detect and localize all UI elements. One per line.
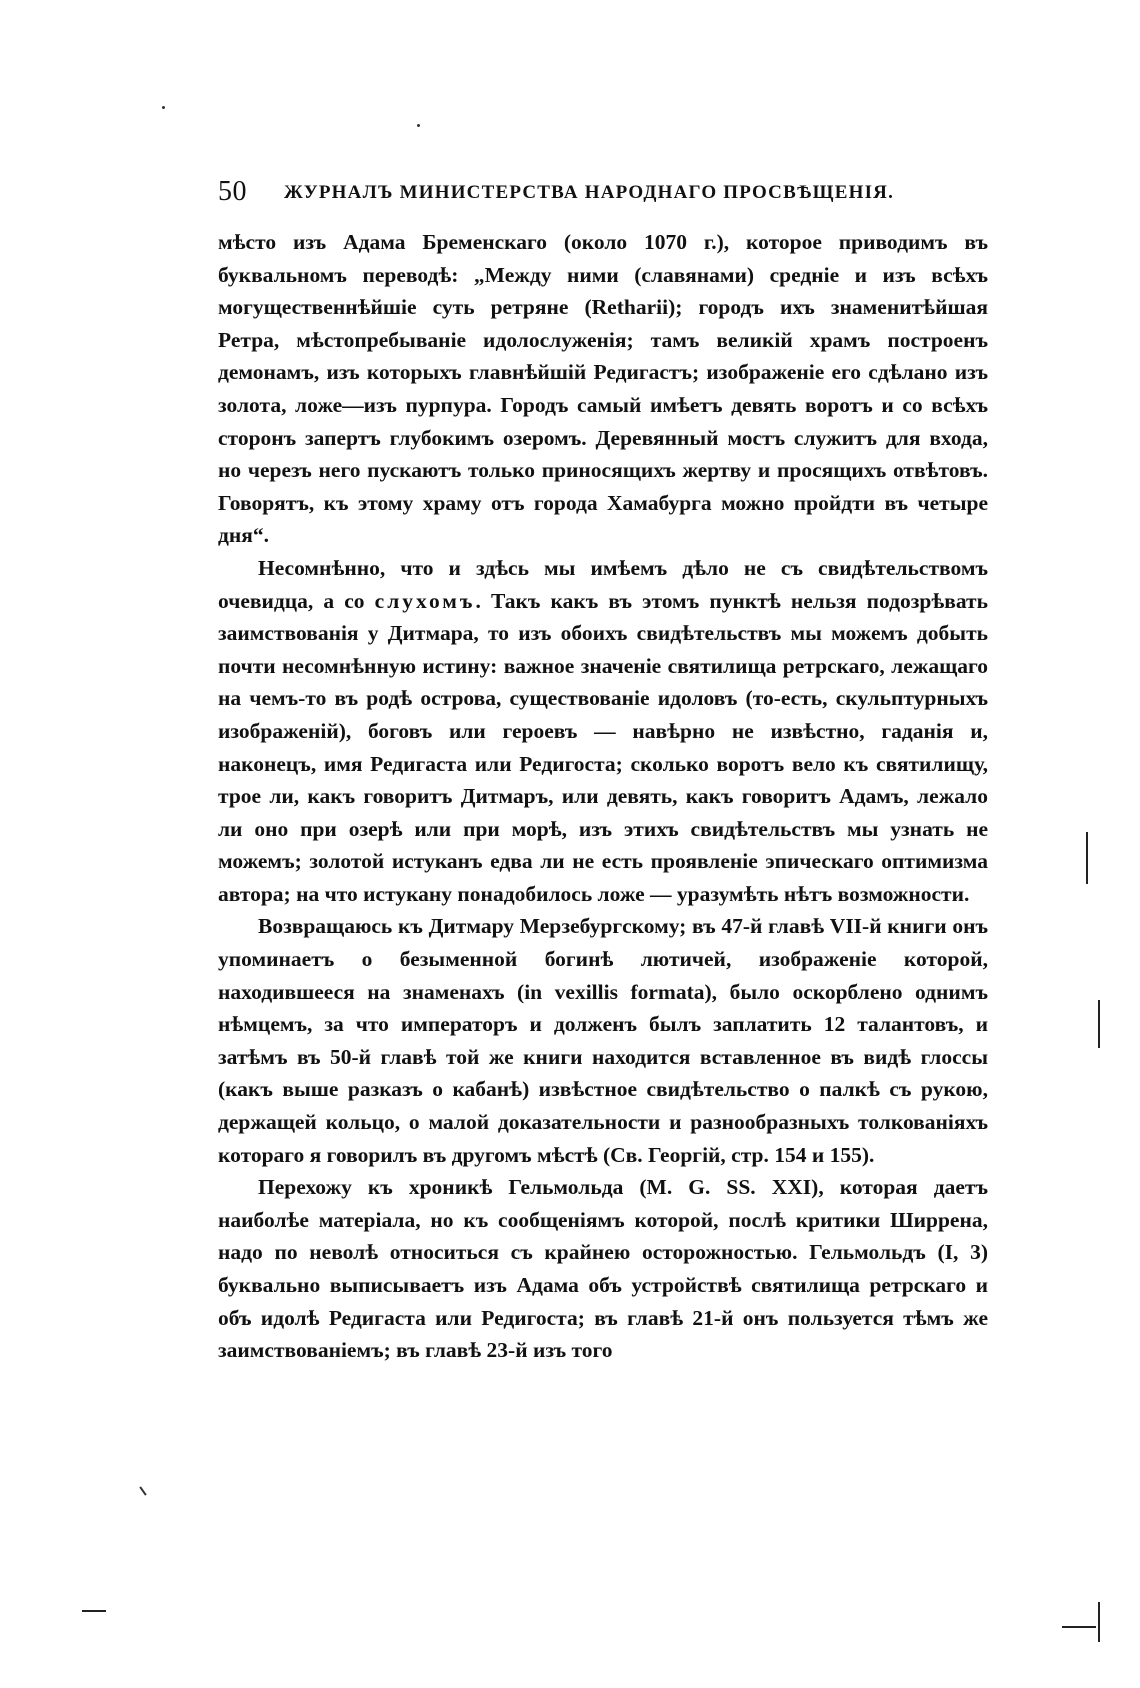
paragraph-2 xyxy=(218,552,988,911)
scan-margin-mark xyxy=(1098,1602,1100,1642)
scan-margin-mark xyxy=(82,1610,106,1612)
paragraph-2-text-before: Несомнѣнно, что и здѣсь мы имѣемъ дѣло не съ свидѣтельствомъ очевидца, а со xyxy=(218,555,988,613)
scan-margin-mark xyxy=(1086,832,1088,884)
paragraph-4: Перехожу къ хроникѣ Гельмольда (M. G. SS. XXI), которая даетъ наиболѣе матеріала, но къ сообщеніямъ которой, послѣ критики Ширрена, надо по неволѣ относиться съ крайнею осторожностью. Гельмольдъ (I, 3) буквально выписываетъ изъ Адама объ устройствѣ святилища ретрскаго и объ идолѣ Редигаста или Редигоста; въ главѣ 21-й онъ пользуется тѣмъ же заимствованіемъ; въ главѣ 23-й изъ того xyxy=(218,1175,988,1363)
paragraph-2-spaced-word: слухомъ xyxy=(374,588,476,613)
scan-margin-mark xyxy=(1062,1626,1096,1628)
paragraph-2-text-after: . Такъ какъ въ этомъ пунктѣ нельзя подозрѣвать заимствованія у Дитмара, то изъ обоихъ свидѣтельствъ мы можемъ добыть почти несомнѣнную истину: важное значеніе святилища ретрскаго, лежащаго на чемъ-то въ родѣ острова, существованіе идоловъ (то-есть, скульптурныхъ изображеній), боговъ или героевъ — навѣрно не извѣстно, гаданія и, наконецъ, имя Редигаста или Редигоста; сколько воротъ вело къ святилищу, трое ли, какъ говоритъ Дитмаръ, или девять, какъ говоритъ Адамъ, лежало ли оно при озерѣ или при морѣ, изъ этихъ свидѣтельствъ мы узнать не можемъ; золотой истуканъ едва ли не есть проявленіе эпическаго оптимизма автора; на что истукану понадобилось ложе — уразумѣть нѣтъ возможности. xyxy=(218,588,988,906)
scan-speck xyxy=(139,1486,146,1495)
running-head: ЖУРНАЛЪ МИНИСТЕРСТВА НАРОДНАГО ПРОСВѢЩЕНІЯ. xyxy=(284,182,895,203)
scan-speck xyxy=(417,124,420,127)
scan-margin-mark xyxy=(1098,1000,1100,1048)
scan-speck xyxy=(162,106,165,109)
paragraph-3: Возвращаюсь къ Дитмару Мерзебургскому; въ 47-й главѣ VII-й книги онъ упоминаетъ о безыменной богинѣ лютичей, изображеніе которой, находившееся на знаменахъ (in vexillis formata), было оскорблено однимъ нѣмцемъ, за что императоръ и долженъ былъ заплатить 12 талантовъ, и затѣмъ въ 50-й главѣ той же книги находится вставленное въ видѣ глоссы (какъ выше разказъ о кабанѣ) извѣстное свидѣтельство о палкѣ съ рукою, держащей кольцо, о малой доказательности и разнообразныхъ толкованіяхъ котораго я говорилъ въ другомъ мѣстѣ (Св. Георгій, стр. 154 и 155). xyxy=(218,914,988,1167)
paragraph-1: мѣсто изъ Адама Бременскаго (около 1070 г.), которое приводимъ въ буквальномъ переводѣ: „Между ними (славянами) средніе и изъ всѣхъ могущественнѣйшіе суть ретряне (Retharii); городъ ихъ знаменитѣйшая Ретра, мѣстопребываніе идолослуженія; тамъ великій храмъ построенъ демонамъ, изъ которыхъ главнѣйшій Редигастъ; изображеніе его сдѣлано изъ золота, ложе—изъ пурпура. Городъ самый имѣетъ девять воротъ и со всѣхъ сторонъ запертъ глубокимъ озеромъ. Деревянный мостъ служитъ для входа, но черезъ него пускаютъ только приносящихъ жертву и просящихъ отвѣтовъ. Говорятъ, къ этому храму отъ города Хамабурга можно пройдти въ четыре дня“. xyxy=(218,230,988,548)
body-text xyxy=(218,226,988,1367)
page-number: 50 xyxy=(218,176,247,207)
page-header xyxy=(218,176,988,216)
